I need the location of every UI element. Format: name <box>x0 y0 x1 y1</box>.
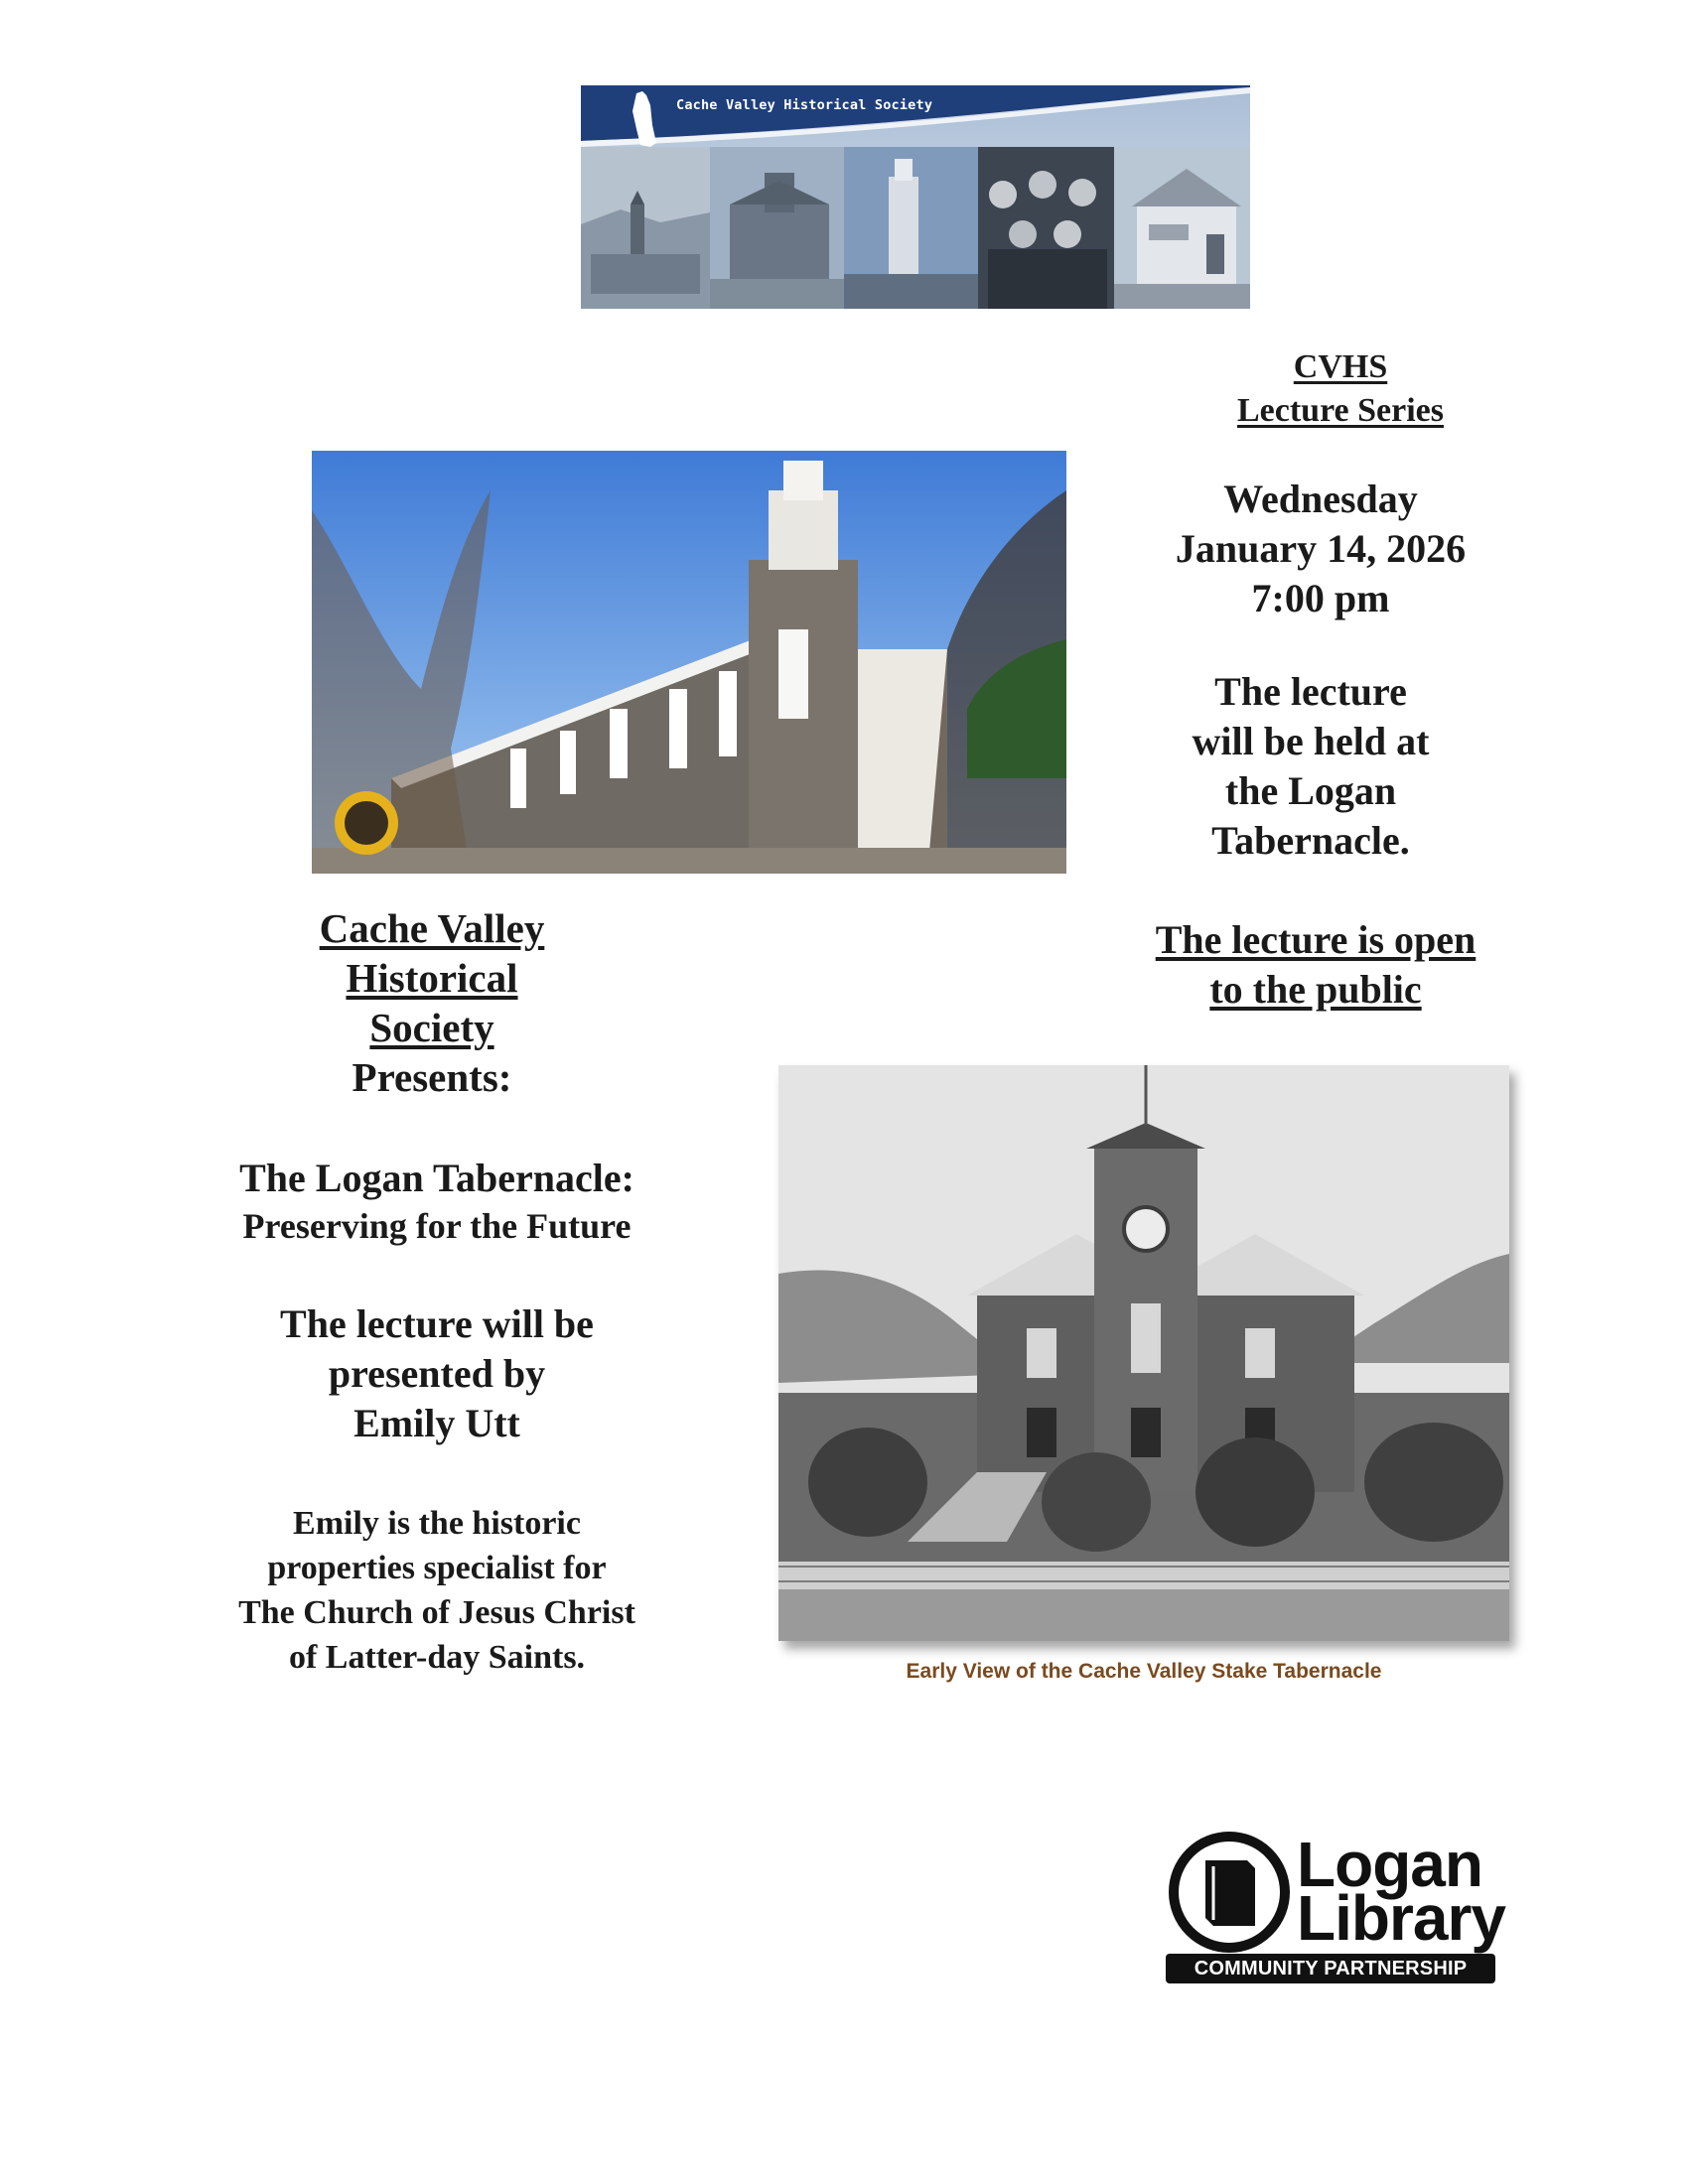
org-line-2: Historical <box>346 955 518 1001</box>
venue-line-3: the Logan <box>1224 768 1397 813</box>
banner-collage <box>581 85 1250 309</box>
lecture-title <box>179 1155 695 1250</box>
bio-line-2: properties specialist for <box>267 1550 607 1586</box>
book-icon <box>1168 1831 1291 1954</box>
event-day: Wednesday <box>1223 477 1418 521</box>
presenter-name: Emily Utt <box>353 1401 520 1445</box>
bio-line-4: of Latter-day Saints. <box>288 1639 586 1676</box>
logo-community-partnership: COMMUNITY PARTNERSHIP <box>1166 1954 1495 1983</box>
public-line-2: to the public <box>1209 967 1422 1012</box>
tabernacle-photo-historic <box>778 1065 1509 1641</box>
venue-line-4: Tabernacle. <box>1211 818 1410 863</box>
org-line-4: Presents: <box>352 1054 512 1100</box>
event-time: 7:00 pm <box>1251 576 1390 620</box>
series-line-2: Lecture Series <box>1236 392 1445 429</box>
society-banner <box>581 85 1250 309</box>
photo-caption: Early View of the Cache Valley Stake Tabernacle <box>906 1660 1382 1683</box>
lecture-title-line-1: The Logan Tabernacle: <box>239 1156 634 1200</box>
venue-line-2: will be held at <box>1192 719 1430 763</box>
venue-info <box>1102 667 1519 866</box>
org-line-1: Cache Valley <box>319 905 545 951</box>
presenter-bio <box>179 1501 695 1680</box>
event-datetime <box>1102 475 1539 623</box>
presenter-info <box>199 1299 675 1448</box>
presenter-line-2: presented by <box>328 1351 546 1396</box>
lecture-series-heading <box>1132 345 1549 433</box>
logo-word-logan: Logan <box>1297 1829 1482 1900</box>
org-line-3: Society <box>369 1005 494 1050</box>
public-line-1: The lecture is open <box>1155 917 1477 962</box>
bio-line-3: The Church of Jesus Christ <box>238 1594 635 1631</box>
lecture-title-line-2: Preserving for the Future <box>242 1206 632 1246</box>
tabernacle-photo-color <box>312 451 1066 874</box>
organization-presents <box>238 903 626 1102</box>
banner-title: Cache Valley Historical Society <box>676 97 933 113</box>
logo-word-library: Library <box>1297 1882 1505 1954</box>
bio-line-1: Emily is the historic <box>293 1505 581 1542</box>
series-line-1: CVHS <box>1293 348 1388 385</box>
logan-library-logo <box>1162 1827 1505 1990</box>
presenter-line-1: The lecture will be <box>280 1301 594 1346</box>
public-note <box>1102 915 1529 1015</box>
event-date: January 14, 2026 <box>1175 526 1467 571</box>
venue-line-1: The lecture <box>1214 669 1407 714</box>
